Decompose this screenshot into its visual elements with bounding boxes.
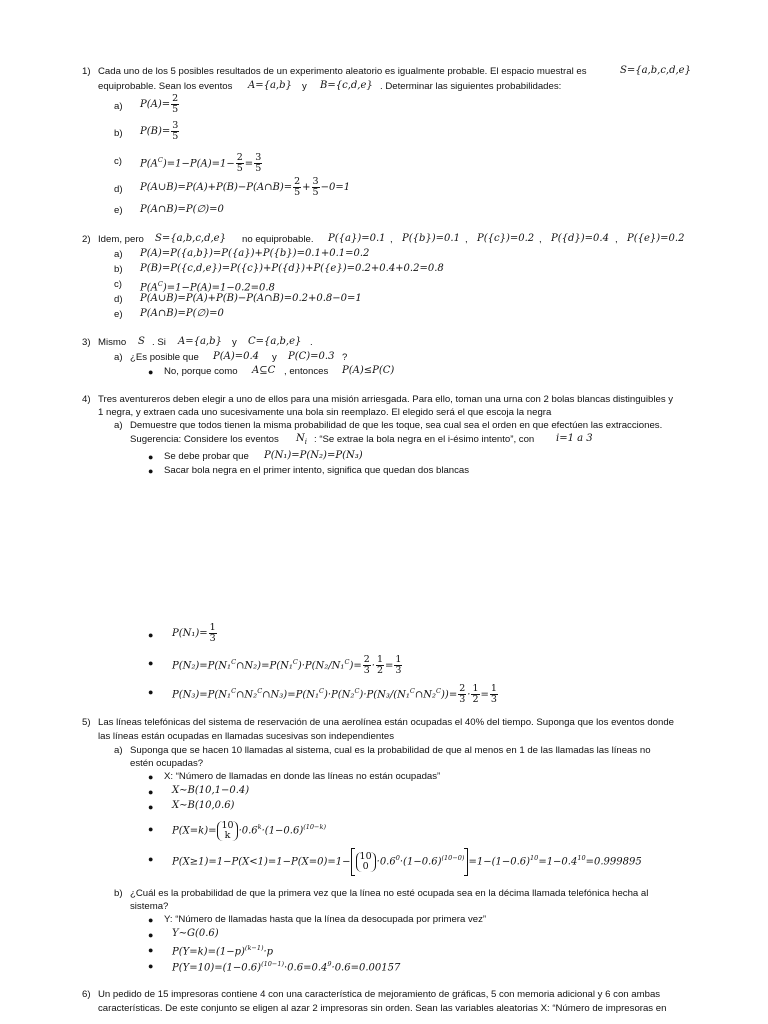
index-range: i=1 a 3 xyxy=(556,433,593,444)
formula-pn1: P(N₁)= $\frac{1}{3}$ xyxy=(172,622,216,644)
question-3a: ¿Es posible que xyxy=(130,352,199,363)
sub-label-3a: a) xyxy=(114,352,123,363)
formula-1d: P(A∪B)=P(A)+P(B)−P(A∩B)= $\frac{2}{5}$ + $\frac{3}{5}$ −0=1 xyxy=(140,176,351,198)
formula-2d: P(A∪B)=P(A)+P(B)−P(A∩B)=0.2+0.8−0=1 xyxy=(140,293,362,304)
item-1-text-2: equiprobable. Sean los eventos xyxy=(98,81,233,92)
sample-space-expr: S={a,b,c,d,e} xyxy=(620,65,691,76)
si-text: . Si xyxy=(152,337,166,348)
prob-a: P({a})=0.1 xyxy=(328,233,386,244)
item-5-text: Las líneas telefónicas del sistema de reservación de una aerolínea están ocupadas el 40% del tiempo. Suponga que los eventos donde xyxy=(98,717,675,728)
prob-b: P({b})=0.1 xyxy=(402,233,460,244)
conj-y: y xyxy=(232,337,237,348)
bullet-icon: ● xyxy=(148,772,154,782)
item-5-number: 5) xyxy=(82,717,91,728)
formula-pa: P(A)=0.4 xyxy=(213,351,260,362)
item-6-text-2: características. De este conjunto se eligen al azar 2 impresoras sin orden. Sean las variables aleatorias X: “Número de impresoras en xyxy=(98,1003,667,1014)
item-5-text-2: las líneas están ocupadas en llamadas sucesivas son independientes xyxy=(98,731,395,742)
sub-label-2c: c) xyxy=(114,279,122,290)
formula-1e: P(A∩B)=P(∅)=0 xyxy=(140,204,224,215)
suggestion-text-2: : “Se extrae la bola negra en el i-ésimo intento”, con xyxy=(314,434,535,445)
formula-1a: P(A)= $\frac{2}{5}$ xyxy=(140,93,179,115)
bullet-icon: ● xyxy=(148,802,154,812)
event-a-expr-3: A={a,b} xyxy=(178,336,222,347)
prob-c: P({c})=0.2 xyxy=(477,233,535,244)
item-3-number: 3) xyxy=(82,337,91,348)
item-1-text: Cada uno de los 5 posibles resultados de un experimento aleatorio es igualmente probable. El espacio muestral es xyxy=(98,66,587,77)
sub-5a-text-2: estén ocupadas? xyxy=(130,758,204,769)
event-c-expr: C={a,b,e} xyxy=(248,336,302,347)
bracket-left xyxy=(351,848,355,876)
sub-label-5b: b) xyxy=(114,888,123,899)
conj-y: y xyxy=(302,81,307,92)
event-ni: $N_i$ xyxy=(296,433,307,446)
sub-label-2a: a) xyxy=(114,249,123,260)
bullet-icon: ● xyxy=(148,687,154,697)
bullet-3-text: No, porque como xyxy=(164,366,238,377)
bullet-icon: ● xyxy=(148,630,154,640)
item-4-text-2: 1 negra, y extraen cada uno sucesivamente una bola sin reemplazo. El elegido será el que escoja la negra xyxy=(98,407,552,418)
prob-d: P({d})=0.4 xyxy=(551,233,609,244)
formula-pn2: P(N₂)=P(N₁$^C$∩N₂)=P(N₁$^C$)·P(N₂/N₁$^C$)= $\frac{2}{3}$ · $\frac{1}{2}$ = $\frac{1}{3}$ xyxy=(172,654,402,677)
geometric-pmf: $P(Y=k)=(1-p)^{(k-1)}\cdot p$ xyxy=(172,944,274,958)
item-6-text: Un pedido de 15 impresoras contiene 4 con una característica de mejoramiento de gráficas, 5 con memoria adicional y 6 con ambas xyxy=(98,989,661,1000)
at-least-one-formula: P(X≥1)=1−P(X<1)=1−P(X=0)=1− 10 0 $\cdot 0.6^0\cdot(1-0.6)^{(10-0)} =1-(1-0.6)^{10}=1-0.4^{10}=0.999895$ xyxy=(172,843,642,877)
formula-2b: P(B)=P({c,d,e})=P({c})+P({d})+P({e})=0.2+0.4+0.2=0.8 xyxy=(140,263,444,274)
formula-pc: P(C)=0.3 xyxy=(288,351,335,362)
item-4-text: Tres aventureros deben elegir a uno de ellos para una misión arriesgada. Para ello, toman una urna con 2 bolas blancas distinguibles y xyxy=(98,394,674,405)
item-1-number: 1) xyxy=(82,66,91,77)
bullet-icon: ● xyxy=(148,824,154,834)
geometric-dist: Y∼G(0.6) xyxy=(172,928,219,939)
sub-4a-text: Demuestre que todos tienen la misma probabilidad de que les toque, sea cual sea el orden en que efectúen las extracciones. xyxy=(130,420,663,431)
sub-label-5a: a) xyxy=(114,745,123,756)
formula-pn3: P(N₃)=P(N₁$^C$∩N₂$^C$∩N₃)=P(N₁$^C$)·P(N₂$^C$)·P(N₃/(N₁$^C$∩N₂$^C$))= $\frac{2}{3}$ · $\frac{1}{2}$ = $\frac{1}{3}$ xyxy=(172,683,497,706)
bullet-4-text-2: Sacar bola negra en el primer intento, significa que quedan dos blancas xyxy=(164,465,470,476)
formula-2a: P(A)=P({a,b})=P({a})+P({b})=0.1+0.1=0.2 xyxy=(140,248,370,259)
sub-label-1c: c) xyxy=(114,156,122,167)
item-4-number: 4) xyxy=(82,394,91,405)
bullet-icon: ● xyxy=(148,658,154,668)
variable-y-def: Y: “Número de llamadas hasta que la línea da desocupada por primera vez” xyxy=(164,914,487,925)
entonces-text: , entonces xyxy=(284,366,329,377)
formula-1c: $P(A^C)=1-P(A)=1-$ $\frac{2}{5}$ = $\frac{3}{5}$ xyxy=(140,152,262,175)
sub-label-1e: e) xyxy=(114,205,123,216)
comma: , xyxy=(390,234,393,245)
formula-1b: P(B)= $\frac{3}{5}$ xyxy=(140,120,179,142)
sub-label-4a: a) xyxy=(114,420,123,431)
comma: , xyxy=(615,234,618,245)
formula-2c: $P(A^C)=1-P(A)=1-0.2=0.8$ xyxy=(140,280,275,294)
comma: , xyxy=(465,234,468,245)
bullet-icon: ● xyxy=(148,945,154,955)
event-a-expr: A={a,b} xyxy=(248,80,292,91)
sub-5b-text: ¿Cuál es la probabilidad de que la primera vez que la línea no esté ocupada sea en la décima llamada telefónica hecha al xyxy=(130,888,649,899)
sub-label-2e: e) xyxy=(114,309,123,320)
bullet-4-text: Se debe probar que xyxy=(164,451,249,462)
sub-5a-text: Suponga que se hacen 10 llamadas al sistema, cual es la probabilidad de que al menos en 1 de las llamadas las líneas no xyxy=(130,745,651,756)
geometric-result: $P(Y=10)=(1-0.6)^{(10-1)}\cdot 0.6=0.4^9\cdot 0.6=0.00157$ xyxy=(172,960,401,974)
sub-5b-text-2: sistema? xyxy=(130,901,169,912)
sample-space-expr-2: S={a,b,c,d,e} xyxy=(155,233,226,244)
bullet-icon: ● xyxy=(148,961,154,971)
period: . xyxy=(310,337,313,348)
variable-x-def: X: “Número de llamadas en donde las líneas no están ocupadas” xyxy=(164,771,441,782)
item-6-number: 6) xyxy=(82,989,91,1000)
sub-label-2b: b) xyxy=(114,264,123,275)
binomial-dist-1: X∼B(10,1−0.4) xyxy=(172,785,250,796)
binomial-dist-2: X∼B(10,0.6) xyxy=(172,800,235,811)
question-mark: ? xyxy=(342,352,348,363)
equal-prob-expr: P(N₁)=P(N₂)=P(N₃) xyxy=(264,450,363,461)
inequality-expr: P(A)≤P(C) xyxy=(342,365,395,376)
subset-expr: A⊆C xyxy=(252,365,276,376)
bullet-icon: ● xyxy=(148,367,154,377)
formula-2e: P(A∩B)=P(∅)=0 xyxy=(140,308,224,319)
bullet-icon: ● xyxy=(148,787,154,797)
prob-e: P({e})=0.2 xyxy=(627,233,685,244)
item-1-text-3: . Determinar las siguientes probabilidades: xyxy=(380,81,562,92)
event-b-expr: B={c,d,e} xyxy=(320,80,373,91)
sub-label-1d: d) xyxy=(114,184,123,195)
bullet-icon: ● xyxy=(148,930,154,940)
suggestion-text: Sugerencia: Considere los eventos xyxy=(130,434,279,445)
conj-y: y xyxy=(272,352,277,363)
bullet-icon: ● xyxy=(148,915,154,925)
bullet-icon: ● xyxy=(148,466,154,476)
sub-label-1b: b) xyxy=(114,128,123,139)
non-equiprobable-text: no equiprobable. xyxy=(242,234,314,245)
bullet-icon: ● xyxy=(148,452,154,462)
sample-space-symbol: S xyxy=(138,336,145,347)
item-2-number: 2) xyxy=(82,234,91,245)
binomial-pmf: P(X=k)= 10 k $\cdot 0.6^k\cdot(1-0.6)^{(10-k)}$ xyxy=(172,819,326,841)
bullet-icon: ● xyxy=(148,854,154,864)
sub-label-2d: d) xyxy=(114,294,123,305)
item-2-text: Idem, pero xyxy=(98,234,144,245)
item-3-text: Mismo xyxy=(98,337,127,348)
comma: , xyxy=(539,234,542,245)
sub-label-1a: a) xyxy=(114,101,123,112)
